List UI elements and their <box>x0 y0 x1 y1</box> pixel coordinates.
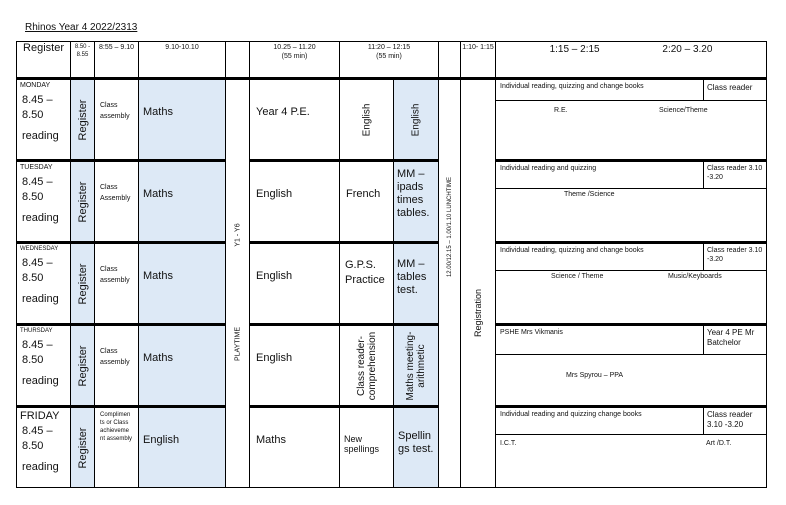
lesson-4-text: MM – ipads times tables. <box>397 168 430 219</box>
assembly-text: Class assembly <box>100 102 130 120</box>
lesson-4-cell <box>394 407 439 488</box>
header-time-d-label: 10.25 – 11.20 <box>273 44 316 51</box>
assembly-cell <box>95 79 139 161</box>
header-time-d-sub: (55 min) <box>281 53 308 60</box>
lesson-3-cell <box>340 325 394 407</box>
lesson-2-text: Maths <box>256 434 286 446</box>
lesson-4-cell <box>394 161 439 243</box>
lesson-1-cell <box>139 161 226 243</box>
afternoon-top-text: PSHE Mrs Vikmanis <box>500 329 563 336</box>
assembly-cell <box>95 161 139 243</box>
afternoon-left-text: R.E. <box>554 107 568 114</box>
lesson-2-cell <box>250 407 340 488</box>
lesson-4-cell <box>394 325 439 407</box>
lesson-1-text: Maths <box>143 188 173 200</box>
afternoon-left-text: Mrs Spyrou – PPA <box>566 372 624 379</box>
lesson-1-cell <box>139 243 226 325</box>
afternoon-cell <box>496 161 767 243</box>
afternoon-right-text: Science/Theme <box>659 107 708 114</box>
day-cell <box>17 79 71 161</box>
lesson-2-cell <box>250 325 340 407</box>
register-vertical: Register <box>76 99 89 140</box>
day-times <box>17 252 70 307</box>
class-reader-text: Class reader 3.10 -3.20 <box>703 408 766 434</box>
lesson-4-text: MM – tables test. <box>397 258 427 296</box>
class-reader-text: Class reader <box>703 80 766 100</box>
register-vertical: Register <box>76 263 89 304</box>
lesson-2-text: English <box>256 352 293 364</box>
day-cell <box>17 325 71 407</box>
lesson-4-cell <box>394 243 439 325</box>
day-row-thursday <box>17 325 767 407</box>
class-reader-text: Class reader 3.10 -3.20 <box>703 162 766 188</box>
lesson-4-text: Maths meeting- arithmetic <box>405 331 427 400</box>
register-cell <box>71 243 95 325</box>
day-time-range: 8.45 – 8.50 <box>22 425 53 452</box>
lesson-1-text: Maths <box>143 270 173 282</box>
day-row-wednesday <box>17 243 767 325</box>
day-name: WEDNESDAY <box>20 246 59 252</box>
lesson-4-text: Spellin gs test. <box>398 430 434 455</box>
header-blank <box>226 42 250 79</box>
register-vertical: Register <box>76 181 89 222</box>
class-reader-text: Year 4 PE Mr Batchelor <box>703 326 766 354</box>
lesson-3-cell <box>340 161 394 243</box>
header-time-e-sub: (55 min) <box>376 53 402 60</box>
lesson-1-cell <box>139 407 226 488</box>
afternoon-top <box>496 162 766 189</box>
afternoon-top-text: Individual reading, quizzing and change books <box>500 83 644 90</box>
afternoon-body <box>496 101 766 159</box>
day-reading: reading <box>22 130 59 142</box>
day-name: TUESDAY <box>20 164 53 171</box>
playtime-label: PLAYTIME <box>234 326 241 361</box>
day-times <box>17 171 70 226</box>
afternoon-right-text: Music/Keyboards <box>668 273 722 280</box>
afternoon-body <box>496 435 766 487</box>
timetable <box>16 41 767 488</box>
header-time-e-label: 11:20 – 12:15 <box>367 44 411 51</box>
day-time-range: 8.45 – 8.50 <box>22 176 53 203</box>
header-row <box>17 42 767 79</box>
lunchtime-column <box>439 79 461 488</box>
day-reading: reading <box>22 212 59 224</box>
header-time-b: 8:55 – 9.10 <box>95 42 139 79</box>
afternoon-body <box>496 271 766 323</box>
afternoon-cell <box>496 79 767 161</box>
day-reading: reading <box>22 461 59 473</box>
header-time-d <box>250 42 340 79</box>
afternoon-body <box>496 189 766 237</box>
lesson-3-text: French <box>346 188 381 200</box>
afternoon-right-text: Art /D.T. <box>706 440 732 447</box>
lesson-1-cell <box>139 79 226 161</box>
afternoon-top-text: Individual reading and quizzing change books <box>500 411 642 418</box>
playtime-column <box>226 79 250 488</box>
register-cell <box>71 407 95 488</box>
y1y6-label: Y1 - Y6 <box>234 223 241 247</box>
lesson-3-cell <box>340 407 394 488</box>
afternoon-top <box>496 80 766 101</box>
lesson-3-text: New spellings <box>344 434 380 454</box>
header-time-f: 1:10- 1:15 <box>461 42 496 79</box>
day-name: THURSDAY <box>20 328 53 334</box>
header-blank-2 <box>439 42 461 79</box>
registration-label: Registration <box>473 288 483 337</box>
lesson-2-cell <box>250 243 340 325</box>
lesson-4-cell <box>394 79 439 161</box>
class-reader-text: Class reader 3.10 -3.20 <box>703 244 766 270</box>
afternoon-top <box>496 244 766 271</box>
header-time-h: 2:20 – 3.20 <box>662 44 713 55</box>
header-time-c: 9.10-10.10 <box>139 42 226 79</box>
day-cell <box>17 161 71 243</box>
afternoon-cell <box>496 243 767 325</box>
lesson-1-cell <box>139 325 226 407</box>
lesson-2-cell <box>250 161 340 243</box>
lesson-2-text: English <box>256 270 293 282</box>
register-cell <box>71 161 95 243</box>
lesson-3-text: Class reader- comprehension <box>355 331 378 400</box>
lesson-3-cell <box>340 243 394 325</box>
registration-column <box>461 79 496 488</box>
register-vertical: Register <box>76 427 89 468</box>
day-time-range: 8.45 – 8.50 <box>22 94 53 121</box>
day-reading: reading <box>22 293 59 305</box>
header-time-e <box>340 42 439 79</box>
afternoon-cell <box>496 407 767 488</box>
afternoon-left-text: I.C.T. <box>500 440 517 447</box>
lesson-2-cell <box>250 79 340 161</box>
day-times <box>17 89 70 144</box>
afternoon-left-text: Science / Theme <box>551 273 604 280</box>
day-time-range: 8.45 – 8.50 <box>22 257 53 284</box>
lunchtime-label: 12.00/12.15 – 1.00/1.10 LUNCHTIME <box>446 177 453 278</box>
day-reading: reading <box>22 375 59 387</box>
day-name: MONDAY <box>20 82 51 89</box>
day-times <box>17 422 70 475</box>
assembly-text: Class assembly <box>100 348 130 366</box>
page-title: Rhinos Year 4 2022/2313 <box>25 22 138 33</box>
lesson-3-text: G.P.S. Practice <box>345 259 385 286</box>
assembly-cell <box>95 243 139 325</box>
assembly-text: Complimen ts or Class achieveme nt assembly <box>100 412 133 442</box>
lesson-1-text: Maths <box>143 352 173 364</box>
day-row-monday <box>17 79 767 161</box>
day-name: FRIDAY <box>20 410 60 422</box>
afternoon-top-text: Individual reading and quizzing <box>500 165 597 172</box>
afternoon-top <box>496 408 766 435</box>
register-vertical: Register <box>76 345 89 386</box>
header-afternoon <box>496 42 767 79</box>
lesson-4-text: English <box>410 103 422 136</box>
day-cell <box>17 243 71 325</box>
day-times <box>17 334 70 389</box>
day-row-friday <box>17 407 767 488</box>
register-cell <box>71 79 95 161</box>
day-cell <box>17 407 71 488</box>
header-register: Register <box>17 42 71 79</box>
lesson-3-cell <box>340 79 394 161</box>
register-cell <box>71 325 95 407</box>
header-time-a: 8.50 - 8.55 <box>71 42 95 79</box>
day-time-range: 8.45 – 8.50 <box>22 339 53 366</box>
afternoon-cell <box>496 325 767 407</box>
lesson-2-text: English <box>256 188 293 200</box>
afternoon-top <box>496 326 766 355</box>
lesson-2-text: Year 4 P.E. <box>256 106 310 118</box>
assembly-text: Class assembly <box>100 266 130 284</box>
assembly-cell <box>95 407 139 488</box>
lesson-3-text: English <box>361 103 372 136</box>
lesson-1-text: English <box>143 434 180 446</box>
afternoon-body <box>496 355 766 405</box>
afternoon-left-text: Theme /Science <box>564 191 615 198</box>
day-row-tuesday <box>17 161 767 243</box>
lesson-1-text: Maths <box>143 106 173 118</box>
assembly-cell <box>95 325 139 407</box>
assembly-text: Class Assembly <box>100 184 131 202</box>
header-time-g: 1:15 – 2:15 <box>549 44 600 55</box>
afternoon-top-text: Individual reading, quizzing and change books <box>500 247 644 254</box>
